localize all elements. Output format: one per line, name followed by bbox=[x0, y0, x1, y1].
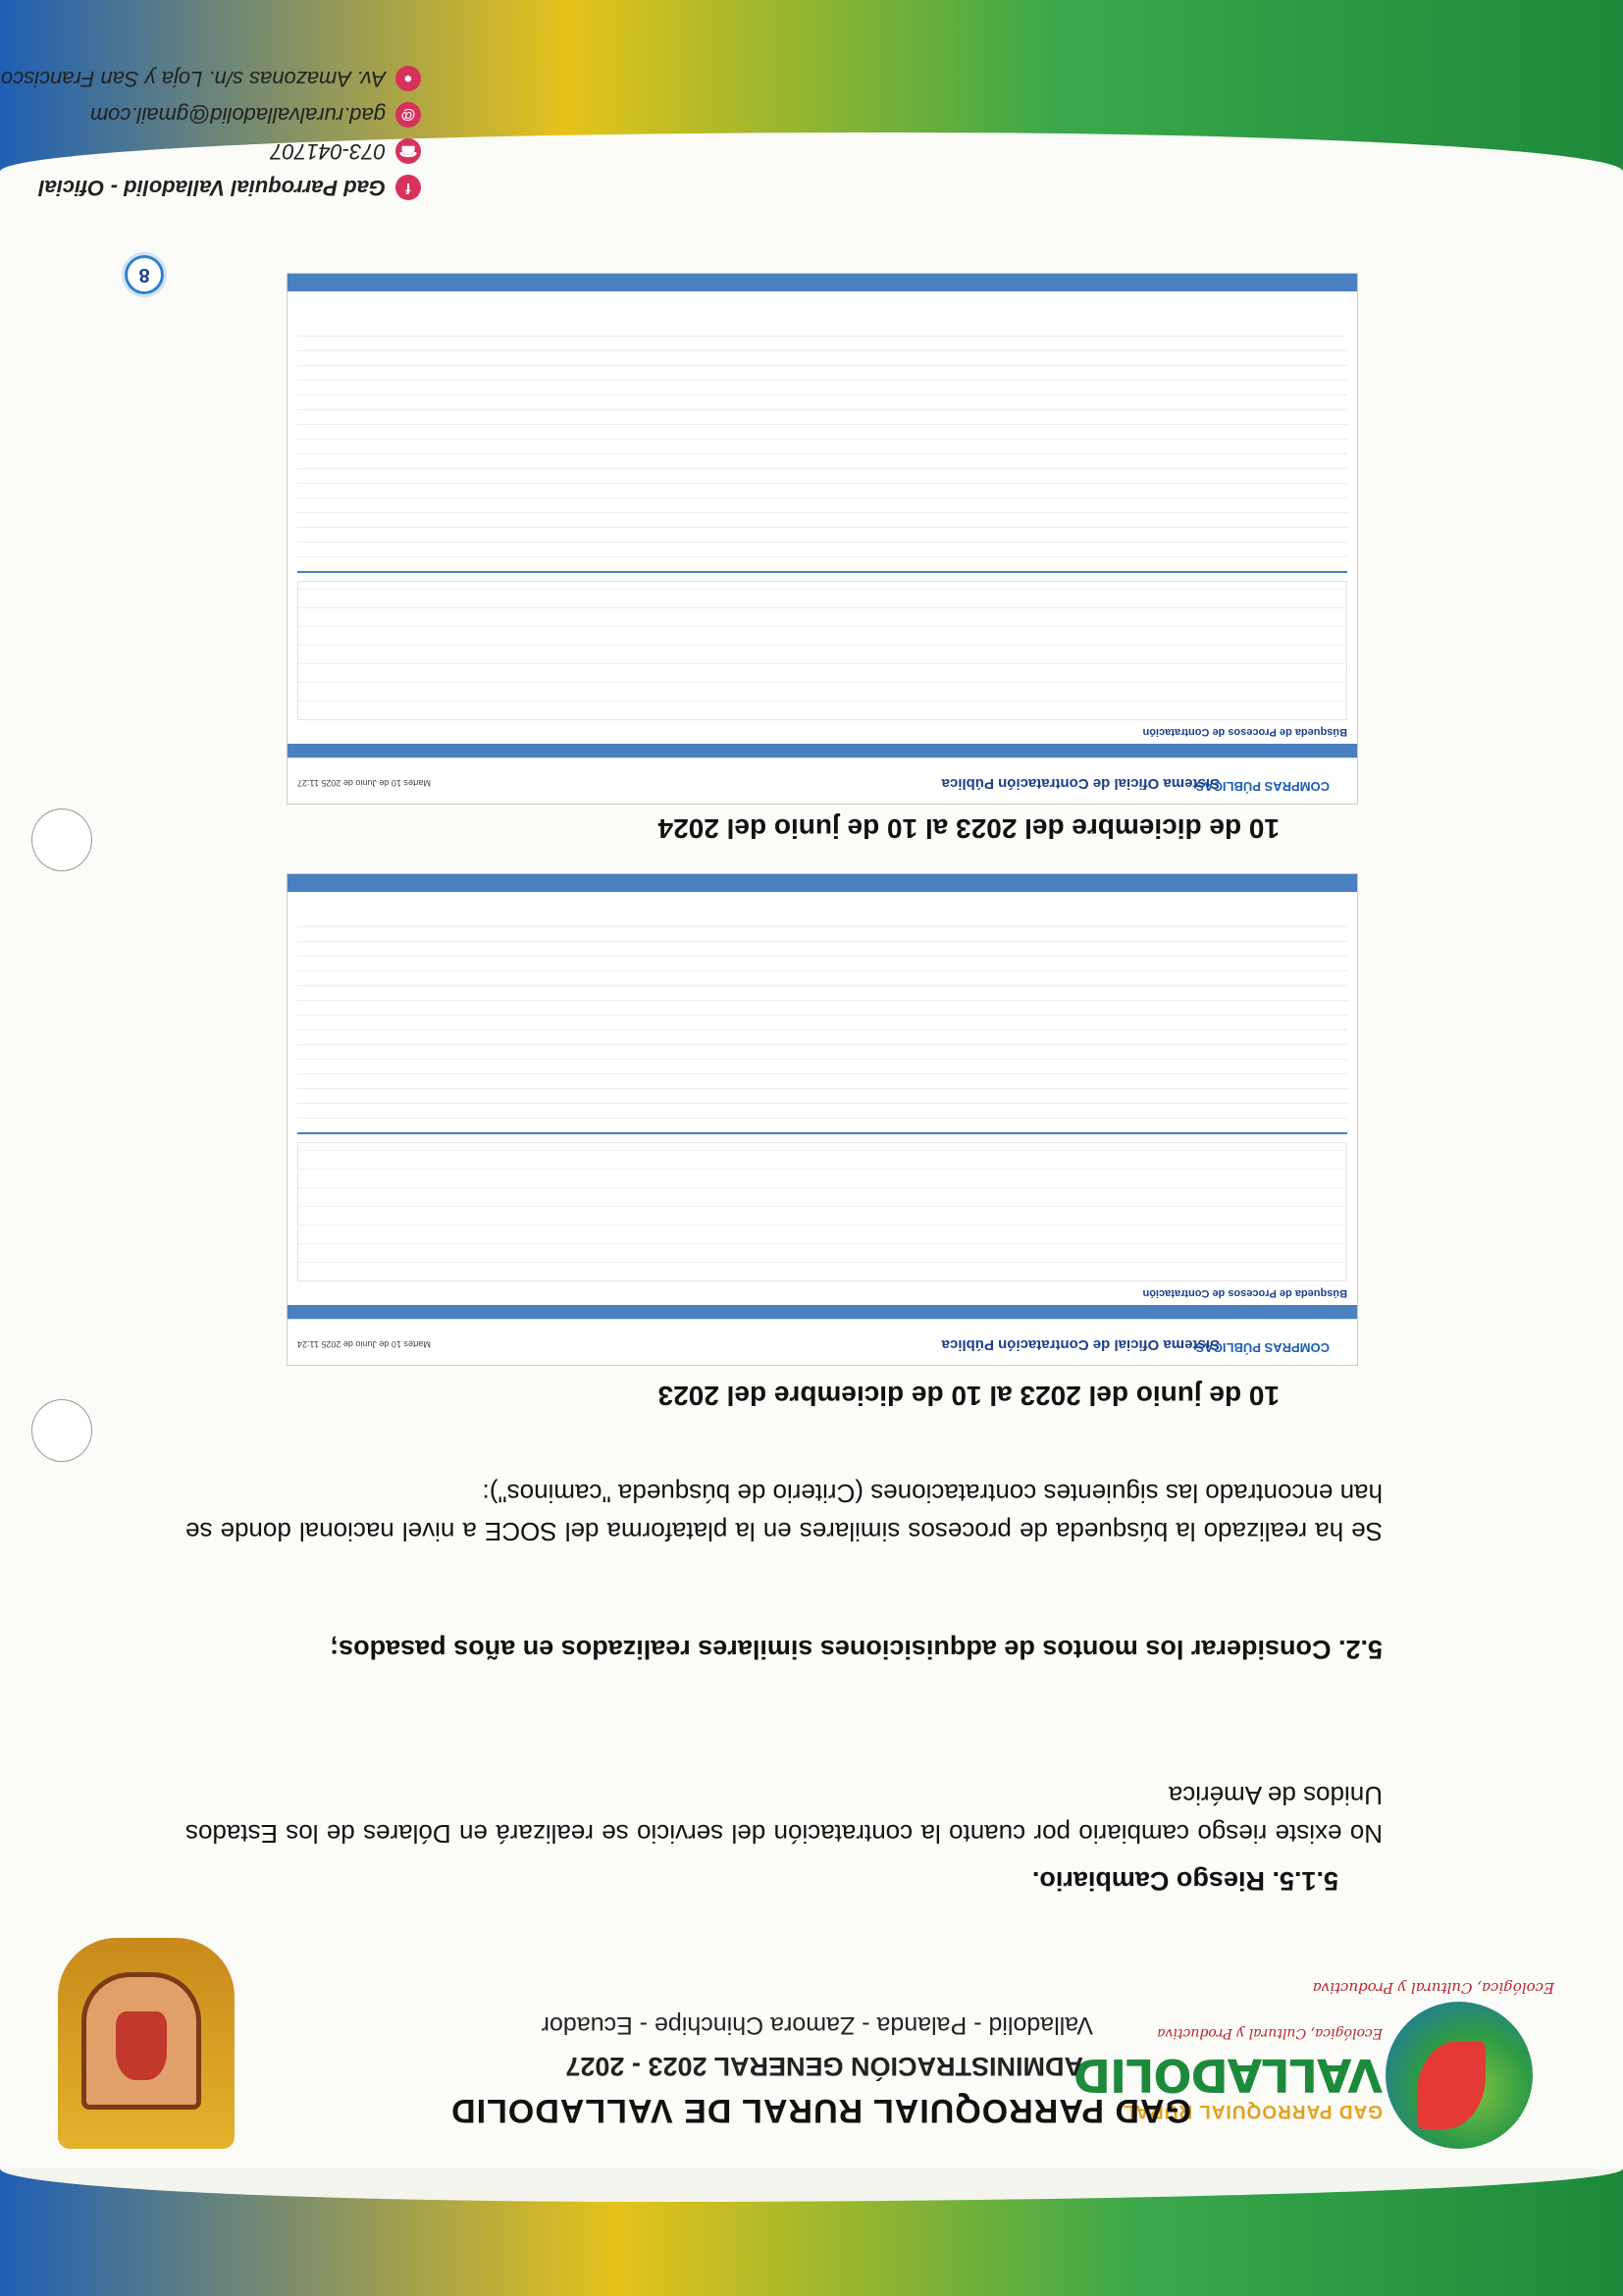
binder-hole bbox=[31, 809, 92, 871]
search-form bbox=[297, 1142, 1347, 1281]
contact-email bbox=[89, 97, 421, 133]
search-section-title: Búsqueda de Procesos de Contratación bbox=[1142, 1287, 1347, 1299]
contact-phone bbox=[97, 133, 421, 170]
section-515-title: 5.1.5. Riesgo Cambiario. bbox=[1031, 1866, 1338, 1896]
email-icon: @ bbox=[395, 103, 421, 129]
facebook-text: Gad Parroquial Valladolid - Oficial bbox=[38, 176, 386, 201]
crest-figure-icon bbox=[116, 2011, 167, 2080]
location-line: Valladolid - Palanda - Zamora Chinchipe - Ecuador bbox=[541, 2011, 1093, 2039]
soce-date: Martes 10 de Junio de 2025 11:27 bbox=[297, 778, 431, 788]
parish-crest bbox=[58, 1938, 235, 2149]
search-section-title: Búsqueda de Procesos de Contratación bbox=[1142, 726, 1347, 738]
logo-name: VALLADOLID bbox=[1073, 2049, 1383, 2102]
footer-contact bbox=[0, 61, 421, 206]
soce-footer-bar bbox=[288, 274, 1357, 291]
administration-line: ADMINISTRACIÓN GENERAL 2023 - 2027 bbox=[565, 2052, 1083, 2081]
compras-publicas-logo: COMPRAS PÚBLICAS bbox=[1195, 779, 1330, 794]
header-band bbox=[0, 2168, 1623, 2296]
paragraph-busqueda: Se ha realizado la búsqueda de procesos similares en la plataforma del SOCE a nivel nacional donde se han encontrado las siguientes contrataciones (Criterio de búsqueda "caminos"): bbox=[185, 1479, 1383, 1546]
logo-tagline: Ecológica, Cultural y Productiva bbox=[1157, 2025, 1383, 2041]
binder-hole bbox=[31, 1399, 92, 1462]
soce-screenshot-1 bbox=[287, 873, 1358, 1366]
facebook-icon: f bbox=[395, 176, 421, 201]
contact-facebook bbox=[38, 170, 421, 206]
email-text: gad.ruralvalladolid@gmail.com bbox=[89, 103, 386, 129]
paragraph-riesgo-cambiario: No existe riesgo cambiario por cuanto la contratación del servicio se realizará en Dólares de los Estados Unidos de América bbox=[185, 1781, 1383, 1849]
period-2-label: 10 de diciembre del 2023 al 10 de junio del 2024 bbox=[657, 813, 1280, 844]
search-form bbox=[297, 581, 1347, 720]
soce-nav-bar bbox=[288, 1305, 1357, 1319]
page-number: 8 bbox=[122, 252, 167, 297]
soce-date: Martes 10 de Junio de 2025 11:24 bbox=[297, 1339, 431, 1349]
results-table bbox=[297, 926, 1347, 1134]
soce-footer-bar bbox=[288, 874, 1357, 892]
soce-header bbox=[288, 1319, 1357, 1365]
soce-title: Sistema Oficial de Contratación Pública bbox=[941, 775, 1220, 792]
contact-address bbox=[0, 61, 421, 97]
address-text: Av. Amazonas s/n. Loja y San Francisco bbox=[0, 67, 386, 92]
logo-subtext: Ecológica, Cultural y Productiva bbox=[1312, 1979, 1554, 1997]
results-table bbox=[297, 336, 1347, 573]
location-pin-icon: ● bbox=[395, 67, 421, 92]
institution-title: GAD PARROQUIAL RURAL DE VALLADOLID bbox=[450, 2092, 1191, 2129]
phone-icon: ☎ bbox=[395, 139, 421, 165]
logo-name-top: GAD PARROQUIAL RURAL bbox=[1122, 2101, 1383, 2121]
compras-publicas-logo: COMPRAS PÚBLICAS bbox=[1195, 1340, 1330, 1355]
soce-header bbox=[288, 757, 1357, 804]
soce-nav-bar bbox=[288, 744, 1357, 757]
document-header bbox=[426, 2010, 1191, 2129]
soce-screenshot-2 bbox=[287, 273, 1358, 805]
period-1-label: 10 de junio del 2023 al 10 de diciembre del 2023 bbox=[657, 1381, 1280, 1411]
soce-title: Sistema Oficial de Contratación Pública bbox=[941, 1336, 1220, 1353]
section-52-title: 5.2. Considerar los montos de adquisiciones similares realizados en años pasados; bbox=[330, 1635, 1383, 1664]
crest-shield bbox=[81, 1972, 201, 2110]
phone-text: 073-041707 bbox=[270, 139, 386, 165]
